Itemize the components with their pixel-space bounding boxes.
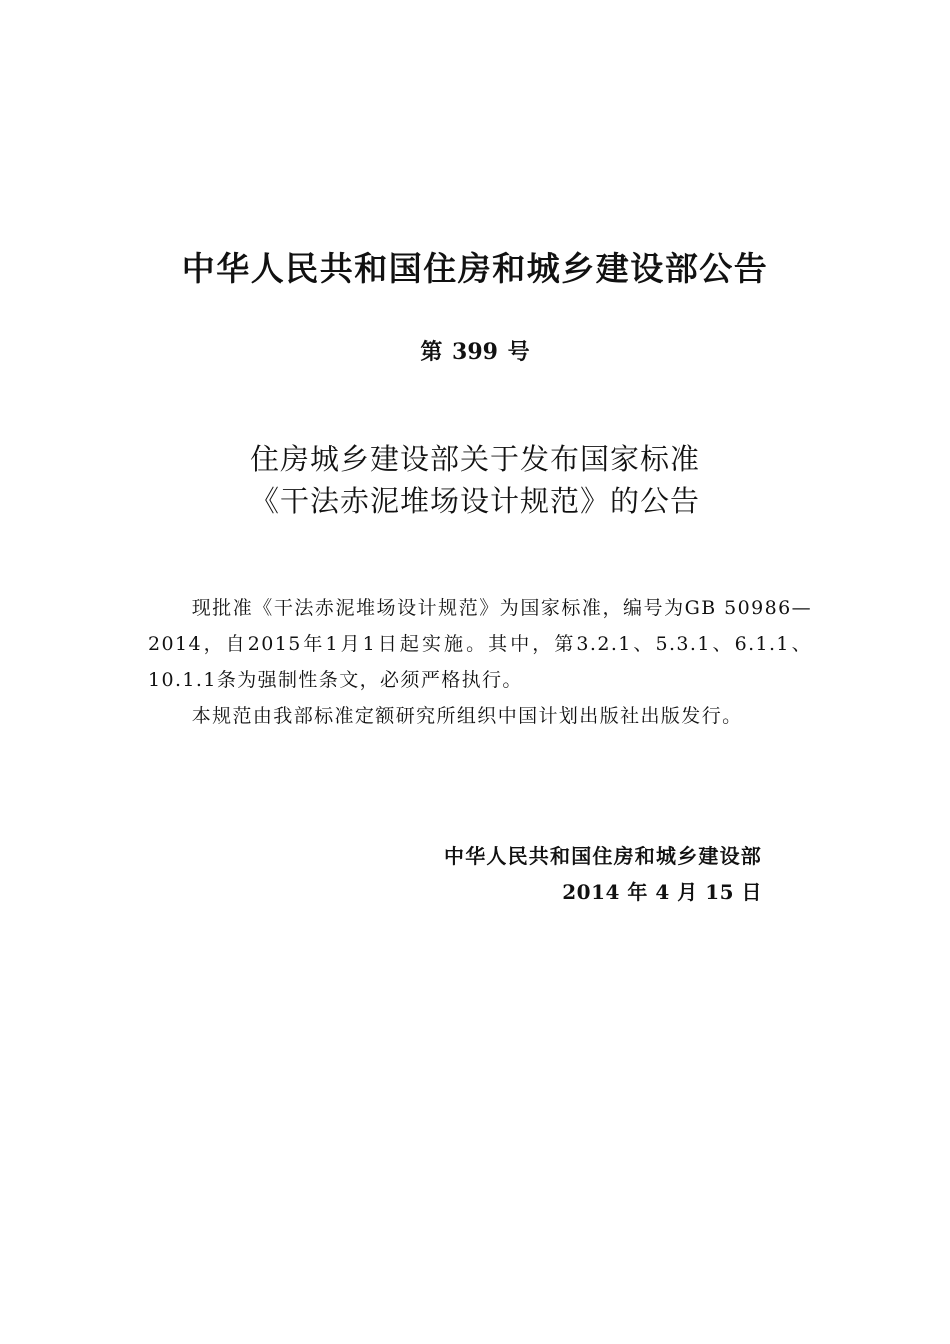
issuing-organization: 中华人民共和国住房和城乡建设部 [444,844,762,868]
announcement-number-suffix: 号 [507,340,530,365]
subject-line: 住房城乡建设部关于发布国家标准 [249,442,700,476]
announcement-number-prefix: 第 [420,340,443,365]
announcement-body [148,590,812,734]
body-paragraph: 现批准《干法赤泥堆场设计规范》为国家标准，编号为GB 50986—2014，自2015年1月1日起实施。其中，第3.2.1、5.3.1、6.1.1、10.1.1条为强制性条文，必须严格执行。 [148,597,812,691]
authority-title: 中华人民共和国住房和城乡建设部公告 [181,249,769,288]
subject-line: 《干法赤泥堆场设计规范》的公告 [249,484,700,518]
announcement-number [0,336,950,369]
signature-block [444,838,762,910]
body-paragraph: 本规范由我部标准定额研究所组织中国计划出版社出版发行。 [191,705,743,727]
announcement-number-value: 399 [452,339,498,365]
issue-date: 2014 年 4 月 15 日 [562,880,762,904]
announcement-subject [0,438,950,522]
